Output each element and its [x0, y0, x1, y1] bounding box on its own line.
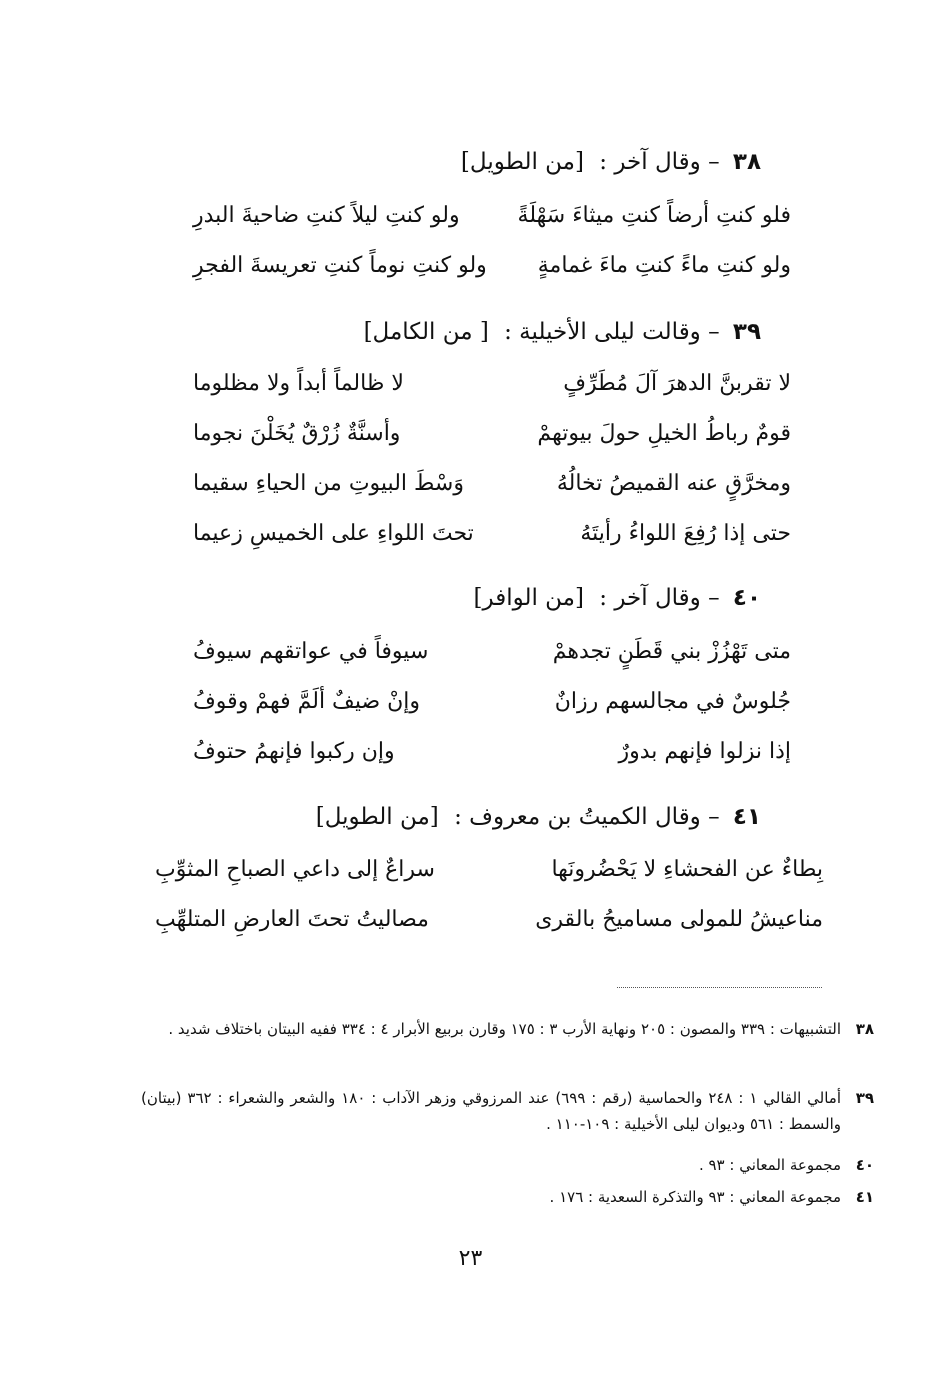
verse-second-hemistich: وإن ركبوا فإنهمُ حتوفُ [193, 739, 395, 764]
verse-line [193, 680, 791, 724]
verse-first-hemistich: مناعيشُ للمولى مساميحُ بالقرى [535, 907, 823, 932]
verse-first-hemistich: ومخرَّقٍ عنه القميصُ تخالُهُ [556, 471, 791, 496]
poem-heading [461, 142, 761, 182]
footnote-number: ٣٨ [855, 1020, 874, 1038]
footnote [141, 1016, 874, 1042]
verse-line [193, 512, 791, 556]
verse-first-hemistich: حتى إذا رُفِعَ اللواءُ رأيتَهُ [580, 521, 791, 546]
verse-line [193, 462, 791, 506]
poem-number: ٤١ [732, 804, 761, 830]
verse-line [193, 244, 791, 288]
verse-second-hemistich: ولو كنتِ ليلاً كنتِ ضاحيةَ البدرِ [193, 203, 460, 228]
verse-second-hemistich: وإنْ ضيفٌ ألَمَّ فهمْ وقوفُ [193, 689, 421, 714]
footnote-text: أمالي القالي ١ : ٢٤٨ والحماسية (رقم : ٦٩٩) عند المرزوقي وزهر الآداب : ١٨٠ والشعر والشعراء : ٣٦٢ (بيتان) والسمط : ٥٦١ وديوان ليلى الأخيلية : ١٠٩-١١٠ . [141, 1089, 841, 1133]
verse-line [193, 630, 791, 674]
poem-number: ٣٩ [732, 319, 761, 345]
poem-intro: – وقال آخر : [599, 585, 720, 611]
verse-line [193, 412, 791, 456]
poem-meter: [من الطويل] [315, 804, 439, 830]
verse-line [193, 362, 791, 406]
poem-intro: – وقال الكميتُ بن معروف : [454, 804, 720, 830]
footnote-text: مجموعة المعاني : ٩٣ والتذكرة السعدية : ١٧٦ . [549, 1188, 841, 1206]
verse-second-hemistich: سراعٌ إلى داعي الصباحِ المثوِّبِ [155, 857, 435, 882]
verse-first-hemistich: قومٌ رباطُ الخيلِ حولَ بيوتهمْ [537, 421, 791, 446]
verse-second-hemistich: مصاليتُ تحتَ العارضِ المتلهِّبِ [155, 907, 429, 932]
poem-meter: [من الطويل] [460, 149, 584, 175]
verse-second-hemistich: وأسنَّةٌ زُرْقٌ يُخَلْنَ نجوما [193, 421, 401, 446]
footnote [141, 1184, 874, 1210]
verse-first-hemistich: جُلوسٌ في مجالسهم رزانٌ [554, 689, 791, 714]
verse-line [155, 898, 823, 942]
footnote-divider [617, 987, 822, 988]
footnote-number: ٤١ [855, 1188, 874, 1206]
verse-line [155, 848, 823, 892]
verse-second-hemistich: تحتَ اللواءِ على الخميسِ زعيما [193, 521, 474, 546]
poem-meter: [ من الكامل] [363, 319, 489, 345]
footnote [141, 1085, 874, 1137]
verse-first-hemistich: متى تَهْزُزْ بني قَطَنٍ تجدهمْ [552, 639, 791, 664]
verse-first-hemistich: بِطاءٌ عن الفحشاءِ لا يَحْضُرونَها [551, 857, 823, 882]
footnote-text: التشبيهات : ٣٣٩ والمصون : ٢٠٥ ونهاية الأرب ٣ : ١٧٥ وقارن بربيع الأبرار ٤ : ٣٣٤ ففيه البيتان باختلاف شديد . [168, 1020, 841, 1038]
verse-first-hemistich: فلو كنتِ أرضاً كنتِ ميثاءَ سَهْلَةً [517, 203, 791, 228]
verse-line [193, 194, 791, 238]
footnote [141, 1152, 874, 1178]
verse-first-hemistich: لا تقربنَّ الدهرَ آلَ مُطَرِّفٍ [563, 371, 791, 396]
poem-number: ٣٨ [732, 149, 761, 175]
verse-second-hemistich: وَسْطَ البيوتِ من الحياءِ سقيما [193, 471, 464, 496]
footnote-number: ٤٠ [855, 1156, 874, 1174]
poem-intro: – وقال آخر : [599, 149, 720, 175]
page-number: ٢٣ [458, 1246, 483, 1271]
verse-second-hemistich: ولو كنتِ نوماً كنتِ تعريسةَ الفجرِ [193, 253, 487, 278]
poem-number: ٤٠ [732, 585, 761, 611]
footnote-number: ٣٩ [855, 1089, 874, 1107]
poem-heading [316, 797, 761, 837]
verse-first-hemistich: إذا نزلوا فإنهم بدورٌ [618, 739, 791, 764]
verse-second-hemistich: سيوفاً في عواتقهم سيوفُ [193, 639, 429, 664]
verse-line [193, 730, 791, 774]
poem-meter: [من الوافر] [473, 585, 584, 611]
poem-intro: – وقالت ليلى الأخيلية : [504, 319, 720, 345]
poem-heading [474, 578, 761, 618]
footnote-text: مجموعة المعاني : ٩٣ . [698, 1156, 841, 1174]
poem-heading [364, 312, 761, 352]
verse-second-hemistich: لا ظالماً أبداً ولا مظلوما [193, 371, 404, 396]
verse-first-hemistich: ولو كنتِ ماءً كنتِ ماءَ غمامةٍ [537, 253, 791, 278]
